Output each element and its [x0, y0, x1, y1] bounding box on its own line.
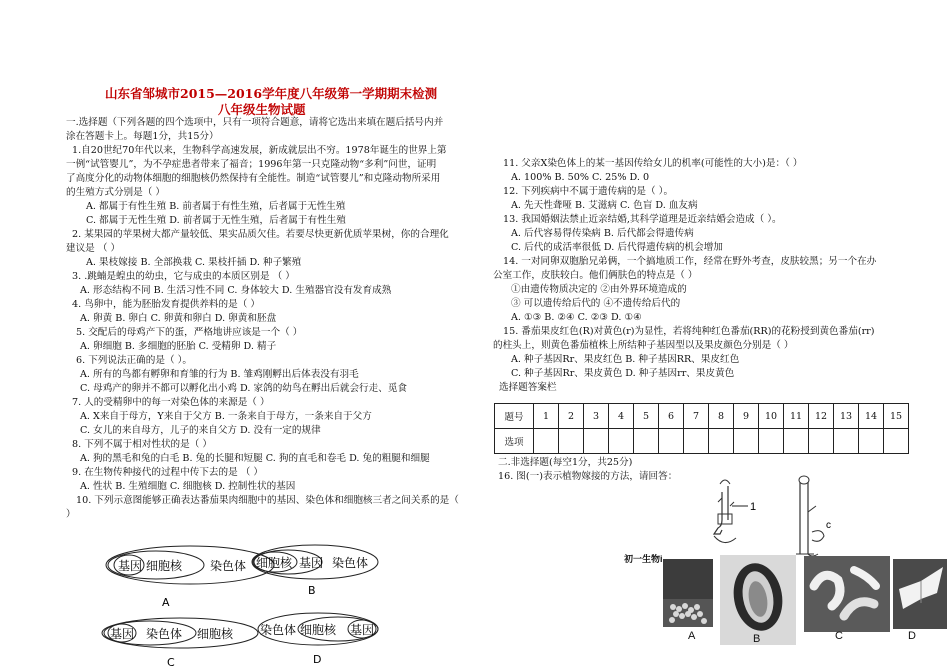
- diagram-d-outer: 染色体: [260, 623, 297, 637]
- answer-cell[interactable]: [634, 429, 659, 454]
- option-line: A. 卵黄 B. 卵白 C. 卵黄和卵白 D. 卵黄和胚盘: [80, 313, 277, 324]
- insect-photo-d: [893, 559, 947, 629]
- text-line: 16. 图(一)表示植物嫁接的方法，请回答：: [498, 471, 678, 482]
- text-line: 9. 在生物传种接代的过程中传下去的是 （ ）: [72, 467, 263, 478]
- text-line: 建议是 （ ）: [66, 243, 121, 254]
- option-line: A. 狗的黑毛和兔的白毛 B. 兔的长腿和短腿 C. 狗的直毛和卷毛 D. 兔的粗腿和细腿: [80, 453, 430, 464]
- option-line: A. 100% B. 50% C. 25% D. 0: [511, 172, 650, 183]
- diagram-d-label: D: [313, 653, 322, 666]
- diagram-b-middle: 基因: [299, 556, 324, 570]
- option-line: A. 卵细胞 B. 多细胞的胚胎 C. 受精卵 D. 精子: [80, 341, 277, 352]
- answer-cell[interactable]: [809, 429, 834, 454]
- table-cell: 10: [759, 404, 784, 429]
- text-line: 4. 鸟卵中，能为胚胎发育提供养料的是（ ）: [72, 299, 260, 310]
- answer-cell[interactable]: [884, 429, 909, 454]
- option-line: C. 种子基因Rr、果皮黄色 D. 种子基因rr、果皮黄色: [511, 368, 735, 379]
- diagram-d: [258, 613, 378, 666]
- part2: [498, 456, 677, 484]
- text-line: 公室工作，皮肤较白。他们俩肤色的特点是（ ）: [493, 270, 698, 281]
- diagram-a-middle: 细胞核: [146, 559, 183, 573]
- table-cell: 15: [884, 404, 909, 429]
- text-line: 11. 父亲X染色体上的某一基因传给女儿的机率(可能性的大小)是：（ ）: [503, 158, 803, 169]
- option-line: A. X来自于母方，Y来自于父方 B. 一条来自于母方，一条来自于父方: [80, 411, 372, 422]
- diagram-c-inner: 基因: [110, 627, 135, 641]
- answer-cell[interactable]: [584, 429, 609, 454]
- answer-cell[interactable]: [859, 429, 884, 454]
- text-line: 涂在答题卡上。每题1分，共15分）: [66, 131, 219, 142]
- insect-label-d: D: [908, 630, 916, 642]
- text-line: 7. 人的受精卵中的每一对染色体的来源是（ ）: [72, 397, 270, 408]
- text-line: 的生殖方式分别是（ ）: [66, 187, 165, 198]
- table-row: [495, 429, 909, 454]
- option-line: A. 都属于有性生殖 B. 前者属于有性生殖，后者属于无性生殖: [86, 201, 346, 212]
- section-heading: 二.非选择题(每空1分，共25分): [498, 457, 633, 468]
- text-line: 的柱头上，则黄色番茄植株上所结种子基因型以及果皮颜色分别是（ ）: [493, 340, 794, 351]
- insect-photo-c: [804, 556, 890, 632]
- answer-cell[interactable]: [734, 429, 759, 454]
- answer-cell[interactable]: [759, 429, 784, 454]
- diagram-c-middle: 染色体: [146, 627, 183, 641]
- graft-mark-1: 1: [750, 501, 757, 513]
- text-line: 8. 下列不属于相对性状的是（ ）: [72, 439, 212, 450]
- answer-cell[interactable]: [784, 429, 809, 454]
- diagram-a-label: A: [162, 596, 170, 609]
- table-cell: 5: [634, 404, 659, 429]
- page-subtitle: 八年级生物试题: [218, 102, 306, 117]
- table-header-cell: 题号: [495, 404, 534, 429]
- answer-cell[interactable]: [534, 429, 559, 454]
- answer-cell[interactable]: [559, 429, 584, 454]
- option-line: ③ 可以遗传给后代的 ④不遗传给后代的: [511, 298, 681, 309]
- graft-mark-c: c: [826, 520, 831, 531]
- table-header-cell: 选项: [495, 429, 534, 454]
- text-line: 12. 下列疾病中不属于遗传病的是（ ）。: [503, 186, 674, 197]
- text-line: ）: [66, 509, 76, 520]
- option-line: A. 果枝嫁接 B. 全部换栽 C. 果枝扦插 D. 种子繁殖: [86, 257, 302, 268]
- option-line: C. 母鸡产的卵并不都可以孵化出小鸡 D. 家鸽的幼鸟在孵出后就会行走、觅食: [80, 383, 408, 394]
- right-column: [493, 157, 877, 395]
- table-cell: 6: [659, 404, 684, 429]
- diagram-c-outer: 细胞核: [197, 627, 234, 641]
- table-cell: 8: [709, 404, 734, 429]
- option-line: C. 女儿的来自母方，儿子的来自父方 D. 没有一定的规律: [80, 425, 321, 436]
- option-line: A. 种子基因Rr、果皮红色 B. 种子基因RR、果皮红色: [511, 354, 740, 365]
- insect-label-b: B: [753, 633, 761, 645]
- answer-cell[interactable]: [709, 429, 734, 454]
- option-line: A. 后代容易得传染病 B. 后代都会得遗传病: [511, 228, 694, 239]
- insect-photo-a: [663, 559, 713, 627]
- table-cell: 12: [809, 404, 834, 429]
- insect-photo-b: [720, 555, 796, 645]
- page-title: 山东省邹城市2015—2016学年度八年级第一学期期末检测: [105, 86, 438, 101]
- diagram-d-inner: 基因: [350, 623, 375, 637]
- text-line: 13. 我国婚姻法禁止近亲结婚,其科学道理是近亲结婚会造成（ ）。: [503, 214, 782, 225]
- text-line: 一.选择题（下列各题的四个选项中，只有一项符合题意，请将它选出来填在题后括号内并: [66, 117, 444, 128]
- table-cell: 2: [559, 404, 584, 429]
- table-cell: 4: [609, 404, 634, 429]
- table-cell: 1: [534, 404, 559, 429]
- text-line: 5. 交配后的母鸡产下的蛋，严格地讲应该是一个（ ）: [76, 327, 303, 338]
- text-line: 2. 某果园的苹果树大都产量较低、果实品质欠佳。若要尽快更新优质苹果树，你的合理化: [72, 229, 449, 240]
- left-column: [66, 116, 459, 522]
- option-line: A. ①③ B. ②④ C. ②③ D. ①④: [511, 312, 642, 323]
- option-line: A. 形态结构不同 B. 生活习性不同 C. 身体较大 D. 生殖器官没有发育成熟: [80, 285, 392, 296]
- diagram-a-outer: 染色体: [210, 559, 247, 573]
- table-cell: 9: [734, 404, 759, 429]
- text-line: 14. 一对同卵双胞胎兄弟俩，一个搞地质工作，经常在野外考查，皮肤较黑；另一个在办: [503, 256, 877, 267]
- insect-figure-caption: 初一生物i: [624, 554, 663, 564]
- diagram-b-outer: 染色体: [332, 556, 369, 570]
- diagram-b-label: B: [308, 584, 316, 597]
- option-line: C. 都属于无性生殖 D. 前者属于无性生殖，后者属于有性生殖: [86, 215, 346, 226]
- table-cell: 14: [859, 404, 884, 429]
- table-cell: 11: [784, 404, 809, 429]
- table-cell: 7: [684, 404, 709, 429]
- answer-cell[interactable]: [659, 429, 684, 454]
- option-line: A. 所有的鸟都有孵卵和育雏的行为 B. 雏鸡刚孵出后体表没有羽毛: [80, 369, 359, 380]
- text-line: 一例“试管婴儿”，为不孕症患者带来了福音；1996年第一只克隆动物“多利”问世，证明: [66, 159, 437, 170]
- answer-cell[interactable]: [609, 429, 634, 454]
- text-line: 6. 下列说法正确的是（ ）。: [76, 355, 192, 366]
- option-line: A. 性状 B. 生殖细胞 C. 细胞核 D. 控制性状的基因: [80, 481, 296, 492]
- text-line: 了高度分化的动物体细胞的细胞核仍然保持有全能性。制造“试管婴儿”和克隆动物所采用: [66, 173, 441, 184]
- option-line: A. 先天性聋哑 B. 艾滋病 C. 色盲 D. 血友病: [511, 200, 698, 211]
- diagram-d-middle: 细胞核: [300, 623, 337, 637]
- insect-label-a: A: [688, 630, 696, 642]
- diagram-c: [102, 618, 258, 669]
- text-line: 1.自20世纪70年代以来，生物科学高速发展，新成就层出不穷。1978年诞生的世界上第: [72, 145, 447, 156]
- option-line: ①由遗传物质决定的 ②由外界环境造成的: [511, 284, 687, 295]
- q10-diagram: [100, 531, 520, 671]
- diagram-c-label: C: [167, 656, 175, 669]
- text-line: 3. .跳蝻是蝗虫的幼虫，它与成虫的本质区别是 （ ）: [72, 271, 295, 282]
- insect-label-c: C: [835, 630, 843, 642]
- diagram-b: [252, 545, 378, 597]
- answer-table: [494, 403, 909, 454]
- answer-cell[interactable]: [684, 429, 709, 454]
- option-line: C. 后代的成活率很低 D. 后代得遗传病的机会增加: [511, 242, 723, 253]
- diagram-a: [106, 546, 274, 609]
- table-cell: 13: [834, 404, 859, 429]
- diagram-b-inner: 细胞核: [256, 556, 293, 570]
- table-row: [495, 404, 909, 429]
- answer-cell[interactable]: [834, 429, 859, 454]
- table-cell: 3: [584, 404, 609, 429]
- text-line: 15. 番茄果皮红色(R)对黄色(r)为显性，若将纯种红色番茄(RR)的花粉授到黄色番茄(rr): [503, 326, 875, 337]
- diagram-a-inner: 基因: [118, 559, 143, 573]
- answer-table-caption: 选择题答案栏: [499, 382, 557, 393]
- grafting-figure: [700, 462, 860, 562]
- text-line: 10. 下列示意图能够正确表达番茄果肉细胞中的基因、染色体和细胞核三者之间关系的是（: [76, 495, 459, 506]
